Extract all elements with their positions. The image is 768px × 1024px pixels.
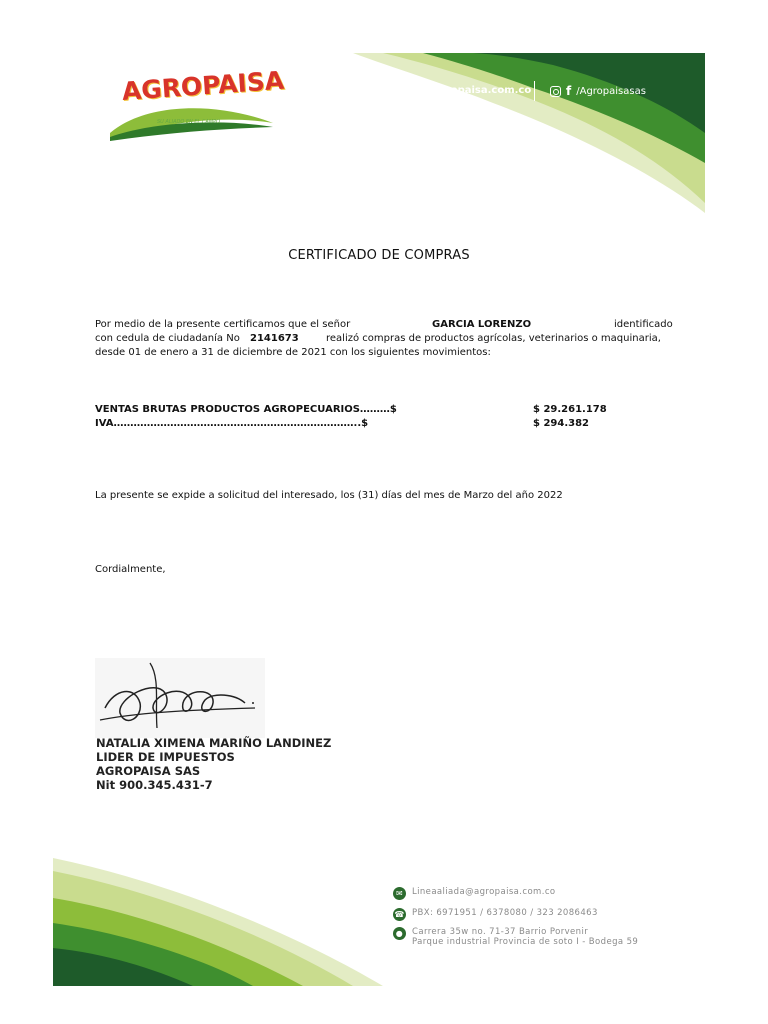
email-icon: ✉ bbox=[393, 887, 406, 900]
id-suffix: realizó compras de productos agrícolas, veterinarios o maquinaria, bbox=[326, 333, 661, 344]
signature-image bbox=[95, 658, 265, 738]
header-website[interactable]: www.agropaisa.com.co bbox=[401, 85, 532, 96]
client-name: GARCIA LORENZO bbox=[432, 319, 532, 330]
logo-tagline: SU ALIADO EN EL CAMPO bbox=[157, 119, 221, 125]
movement-value-1: $ 294.382 bbox=[533, 418, 589, 429]
movement-label-0: VENTAS BRUTAS PRODUCTOS AGROPECUARIOS………$ bbox=[95, 404, 397, 415]
id-prefix: con cedula de ciudadanía No bbox=[95, 333, 240, 344]
location-pin-icon: ● bbox=[393, 927, 406, 940]
header-social[interactable] bbox=[550, 84, 646, 98]
instagram-icon[interactable] bbox=[550, 86, 561, 97]
intro-prefix: Por medio de la presente certificamos que el señor bbox=[95, 319, 351, 330]
footer-address-line-1: Carrera 35w no. 71-37 Barrio Porvenir bbox=[412, 927, 589, 937]
phone-icon: ☎ bbox=[394, 910, 405, 919]
document-page bbox=[53, 53, 705, 986]
facebook-icon[interactable]: f bbox=[566, 84, 572, 98]
intro-line-1 bbox=[95, 318, 350, 332]
intro-suffix: identificado bbox=[614, 319, 673, 330]
footer-email[interactable]: Lineaaliada@agropaisa.com.co bbox=[412, 887, 556, 897]
footer-email-row[interactable] bbox=[393, 887, 556, 900]
signer-company: AGROPAISA SAS bbox=[96, 764, 201, 778]
document-title: CERTIFICADO DE COMPRAS bbox=[288, 248, 470, 263]
id-number: 2141673 bbox=[250, 333, 299, 344]
signer-role: LIDER DE IMPUESTOS bbox=[96, 750, 235, 764]
movement-label-1: IVA………………………………………………………………..$ bbox=[95, 418, 369, 429]
header-divider bbox=[534, 81, 535, 101]
agropaisa-logo bbox=[105, 65, 286, 141]
footer-phone[interactable]: PBX: 6971951 / 6378080 / 323 2086463 bbox=[412, 908, 598, 918]
signer-nit: Nit 900.345.431-7 bbox=[96, 778, 213, 792]
issue-line: La presente se expide a solicitud del interesado, los (31) días del mes de Marzo del año 2022 bbox=[95, 490, 563, 501]
footer-address-line-2: Parque industrial Provincia de soto I - Bodega 59 bbox=[412, 937, 639, 947]
period-line: desde 01 de enero a 31 de diciembre de 2021 con los siguientes movimientos: bbox=[95, 347, 491, 358]
signer-name: NATALIA XIMENA MARIÑO LANDINEZ bbox=[96, 736, 332, 750]
movement-value-0: $ 29.261.178 bbox=[533, 404, 607, 415]
logo-wordmark: AGROPAISA bbox=[120, 65, 286, 106]
footer-address-row bbox=[393, 927, 638, 947]
closing: Cordialmente, bbox=[95, 564, 166, 575]
footer-wave-art bbox=[53, 853, 705, 986]
footer-phone-row[interactable] bbox=[393, 908, 598, 921]
social-handle: /Agropaisasas bbox=[576, 85, 646, 97]
footer-address bbox=[412, 927, 638, 947]
